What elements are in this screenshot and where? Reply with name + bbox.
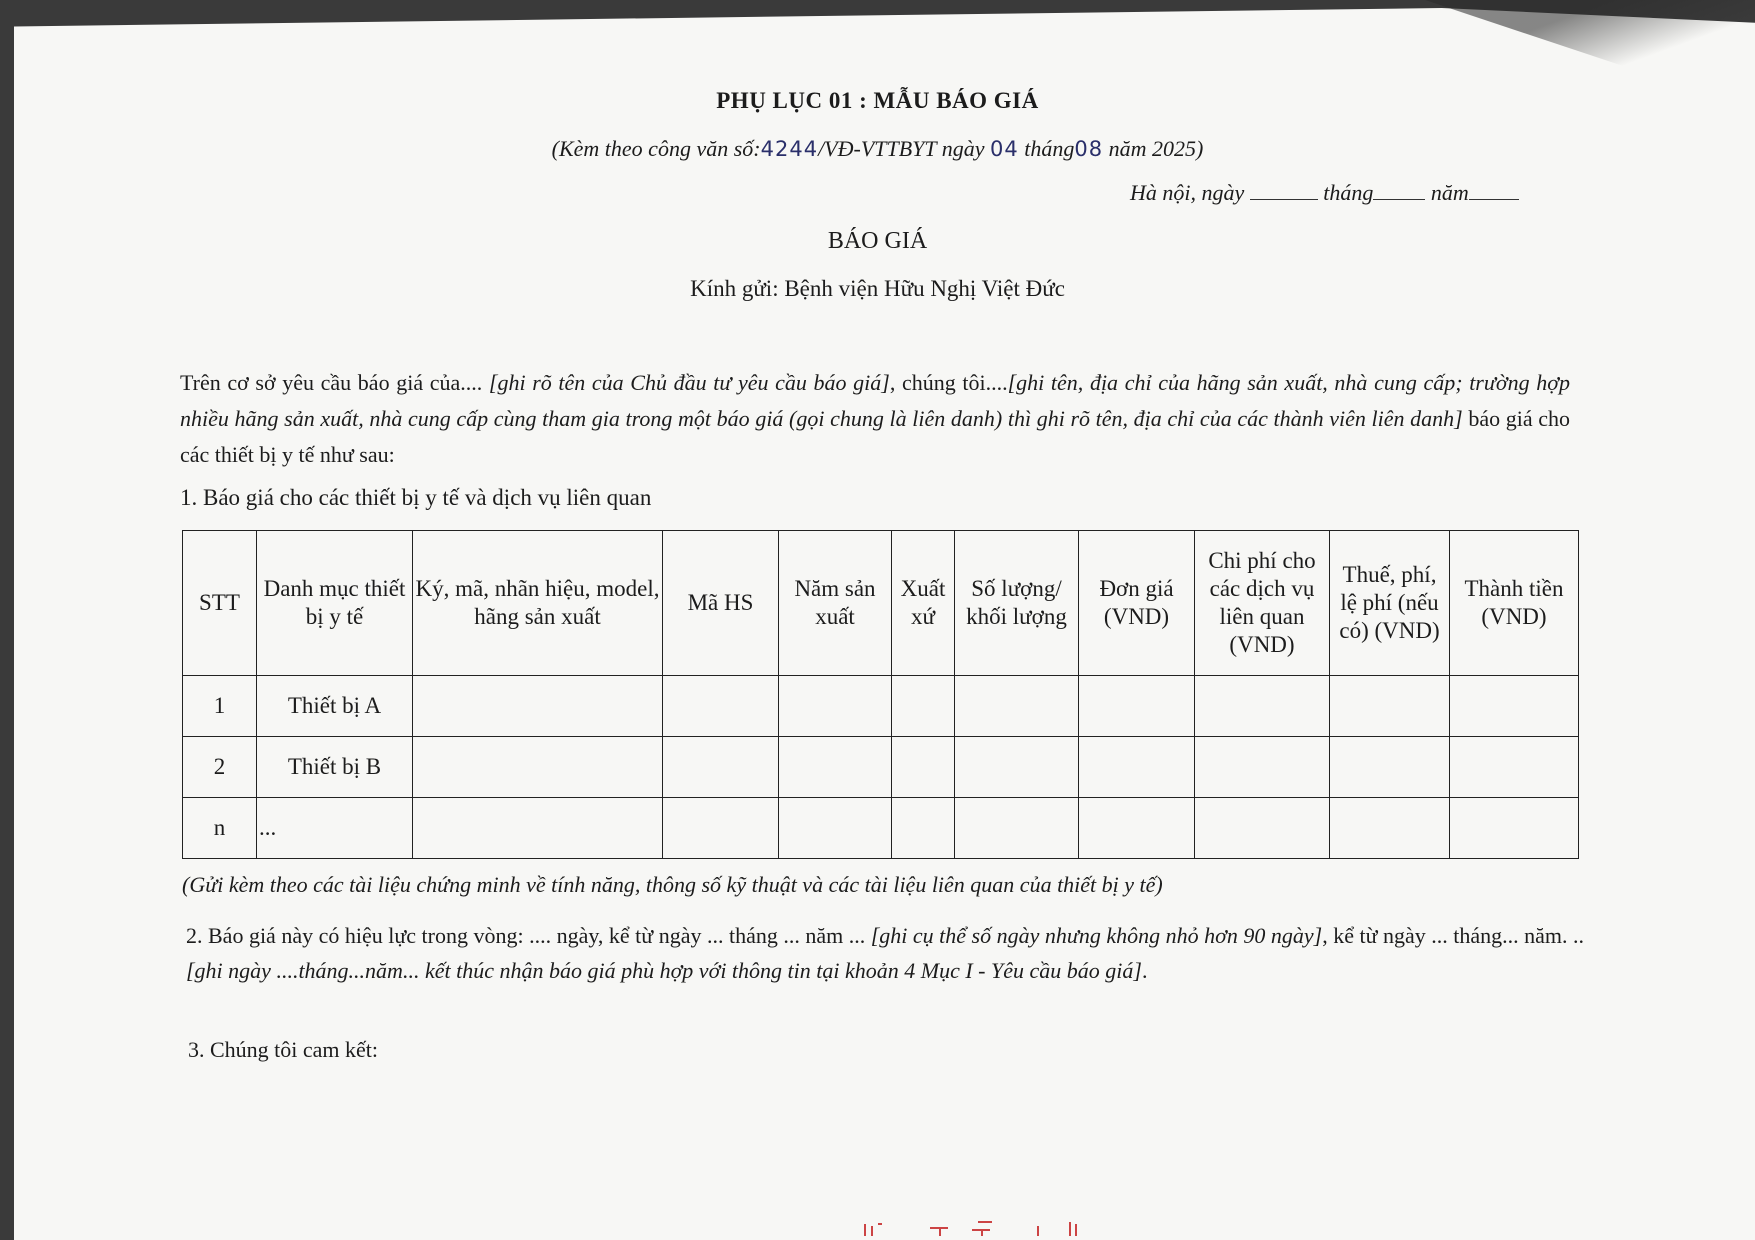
year-blank	[1469, 198, 1519, 200]
header-model: Ký, mã, nhãn hiệu, model, hãng sản xuất	[413, 531, 663, 676]
cell-empty	[1450, 798, 1579, 859]
cell-empty	[1195, 676, 1330, 737]
validity-text-2: , kể từ ngày ... tháng... năm. ..	[1322, 923, 1585, 948]
cell-empty	[892, 737, 955, 798]
header-unit-price: Đơn giá (VND)	[1079, 531, 1195, 676]
intro-placeholder-investor: [ghi rõ tên của Chủ đầu tư yêu cầu báo giá]	[488, 370, 890, 395]
cell-empty	[1079, 676, 1195, 737]
cell-empty	[413, 798, 663, 859]
cell-item: Thiết bị A	[257, 676, 413, 737]
cell-item: ...	[257, 798, 413, 859]
intro-placeholder-supplier: [ghi tên, địa chỉ của hãng sản xuất, nhà cung cấp; trường hợp nhiều hãng sản xuất, nhà cung cấp cùng tham gia trong một báo giá (gọi chung là liên danh) thì ghi rõ tên, địa chỉ của các thành viên liên danh]	[180, 370, 1570, 431]
cell-empty	[663, 737, 779, 798]
cell-empty	[1079, 798, 1195, 859]
validity-text-3: .	[1141, 958, 1148, 983]
reference-suffix: năm 2025)	[1103, 136, 1204, 161]
month-label: tháng	[1323, 180, 1374, 205]
cell-empty	[779, 798, 892, 859]
header-hs-code: Mã HS	[663, 531, 779, 676]
table-row	[183, 737, 1579, 798]
day-blank	[1250, 198, 1318, 200]
intro-text-2: , chúng tôi....	[889, 370, 1008, 395]
reference-mid-2: tháng	[1024, 136, 1075, 161]
place-date-label: Hà nội, ngày	[1130, 180, 1245, 205]
attachment-note: (Gửi kèm theo các tài liệu chứng minh về tính năng, thông số kỹ thuật và các tài liệu liên quan của thiết bị y tế)	[182, 872, 1163, 897]
handwritten-day: 04	[990, 137, 1019, 161]
cell-empty	[1330, 798, 1450, 859]
header-tax: Thuế, phí, lệ phí (nếu có) (VND)	[1330, 531, 1450, 676]
table-header-row	[183, 531, 1579, 676]
cell-empty	[1450, 676, 1579, 737]
intro-text-3: báo giá cho các thiết bị y tế như sau:	[180, 406, 1571, 467]
table-row	[183, 798, 1579, 859]
year-label: năm	[1430, 180, 1469, 205]
intro-paragraph	[180, 365, 1570, 473]
quote-heading: BÁO GIÁ	[827, 228, 928, 254]
cell-empty	[1330, 676, 1450, 737]
recipient-line: Kính gửi: Bệnh viện Hữu Nghị Việt Đức	[690, 276, 1065, 301]
validity-paragraph	[186, 918, 1586, 988]
header-category: Danh mục thiết bị y tế	[257, 531, 413, 676]
cell-stt: 1	[183, 676, 257, 737]
section-3-heading: 3. Chúng tôi cam kết:	[188, 1037, 379, 1062]
header-year: Năm sản xuất	[779, 531, 892, 676]
cell-empty	[413, 737, 663, 798]
validity-placeholder-date: [ghi ngày ....tháng...năm... kết thúc nhận báo giá phù hợp với thông tin tại khoản 4 Mục I - Yêu cầu báo giá]	[186, 958, 1142, 983]
cell-stt: 2	[183, 737, 257, 798]
header-total: Thành tiền (VND)	[1450, 531, 1579, 676]
cell-empty	[779, 676, 892, 737]
intro-text-1: Trên cơ sở yêu cầu báo giá của....	[180, 370, 489, 395]
cell-empty	[955, 676, 1079, 737]
handwritten-month: 08	[1074, 137, 1104, 161]
cell-empty	[1079, 737, 1195, 798]
header-origin: Xuất xứ	[892, 531, 955, 676]
document-reference	[0, 136, 1755, 162]
reference-prefix: (Kèm theo công văn số:	[551, 136, 761, 161]
cell-empty	[1195, 737, 1330, 798]
cell-empty	[1195, 798, 1330, 859]
cell-item: Thiết bị B	[257, 737, 413, 798]
cell-empty	[892, 798, 955, 859]
cell-empty	[663, 676, 779, 737]
cell-empty	[1450, 737, 1579, 798]
cell-empty	[955, 737, 1079, 798]
handwritten-doc-number: 4244	[760, 137, 819, 161]
header-stt: STT	[183, 531, 257, 676]
cell-empty	[892, 676, 955, 737]
cell-empty	[955, 798, 1079, 859]
quote-table	[182, 530, 1579, 859]
cell-empty	[413, 676, 663, 737]
cell-empty	[663, 798, 779, 859]
month-blank	[1373, 198, 1425, 200]
cell-stt: n	[183, 798, 257, 859]
section-1-heading: 1. Báo giá cho các thiết bị y tế và dịch vụ liên quan	[180, 485, 652, 510]
header-quantity: Số lượng/ khối lượng	[955, 531, 1079, 676]
document-title: PHỤ LỤC 01 : MẪU BÁO GIÁ	[716, 88, 1039, 113]
cell-empty	[779, 737, 892, 798]
header-service-cost: Chi phí cho các dịch vụ liên quan (VND)	[1195, 531, 1330, 676]
validity-placeholder-days: [ghi cụ thể số ngày nhưng không nhỏ hơn 90 ngày]	[870, 923, 1323, 948]
place-date-line	[1130, 180, 1519, 206]
cell-empty	[1330, 737, 1450, 798]
reference-mid-1: /VĐ-VTTBYT ngày	[818, 136, 985, 161]
validity-text-1: 2. Báo giá này có hiệu lực trong vòng: .... ngày, kể từ ngày ... tháng ... năm ...	[186, 923, 871, 948]
table-row	[183, 676, 1579, 737]
partial-stamp-marks	[860, 1216, 1090, 1236]
